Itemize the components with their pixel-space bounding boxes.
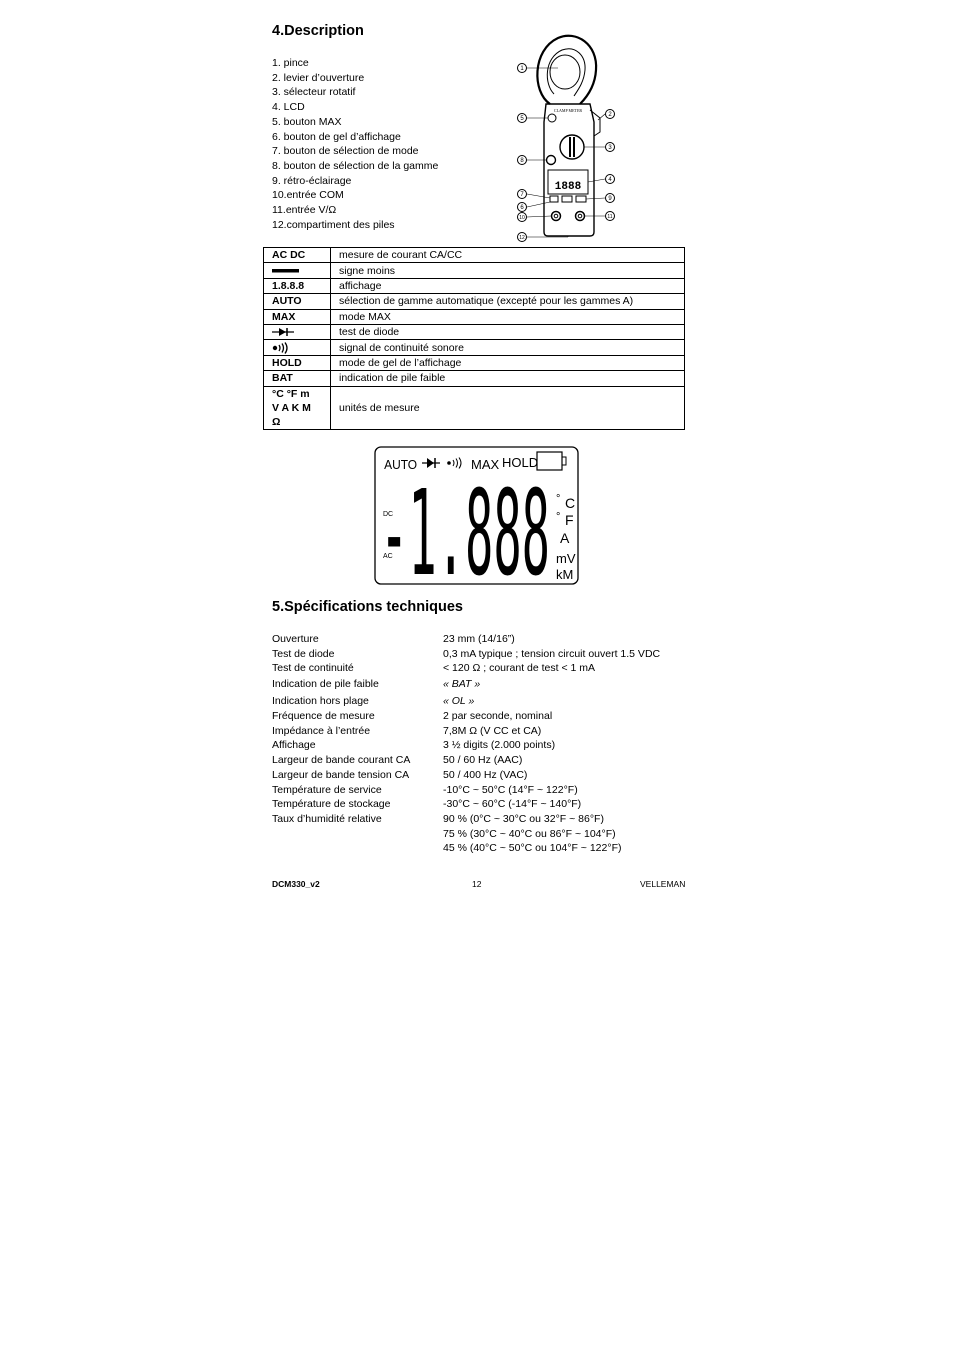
spec-value: 2 par seconde, nominal: [443, 710, 553, 723]
list-item: 1. pince: [272, 57, 309, 69]
lcd-ac-label: AC: [383, 553, 393, 560]
symbol-key-line: V A K M: [272, 401, 311, 414]
callout-label: 3: [608, 145, 612, 152]
spec-value: « OL »: [443, 694, 475, 707]
symbol-key-line: °C °F m: [272, 387, 310, 400]
minus-bar-icon: [272, 267, 300, 275]
symbol-key: MAX: [264, 309, 331, 324]
lcd-unit: A: [560, 530, 570, 546]
section-5-title: 5.Spécifications techniques: [272, 599, 463, 615]
lcd-unit: °: [556, 493, 561, 505]
specs-list: [272, 632, 660, 856]
spec-value: 75 % (30°C ~ 40°C ou 86°F ~ 104°F): [443, 827, 616, 840]
spec-value: 90 % (0°C ~ 30°C ou 32°F ~ 86°F): [443, 812, 604, 825]
spec-row: [272, 797, 660, 812]
list-item: 2. levier d’ouverture: [272, 71, 365, 84]
symbol-key: BAT: [264, 371, 331, 386]
spec-row: [272, 661, 660, 676]
lcd-unit: mV: [556, 551, 576, 566]
spec-row: [272, 676, 660, 693]
spec-row: [272, 647, 660, 662]
spec-label: Température de service: [272, 783, 382, 796]
spec-label: Test de diode: [272, 647, 335, 660]
spec-label: Largeur de bande tension CA: [272, 768, 410, 781]
diode-icon: [272, 327, 296, 337]
list-item: 6. bouton de gel d’affichage: [272, 130, 401, 143]
symbol-key-line: Ω: [272, 415, 281, 428]
spec-label: Taux d’humidité relative: [272, 812, 382, 825]
symbol-desc: signe moins: [331, 263, 685, 278]
spec-label: Ouverture: [272, 633, 319, 645]
callout-label: 6: [520, 205, 524, 212]
spec-label: [272, 841, 443, 856]
spec-row: [272, 768, 660, 783]
spec-label: Test de continuité: [272, 662, 354, 675]
diagram-lcd-text: 1888: [554, 181, 582, 193]
lcd-max-label: MAX: [471, 457, 500, 472]
spec-value: « BAT »: [443, 678, 481, 691]
table-row: [264, 248, 685, 263]
spec-value: 50 / 60 Hz (AAC): [443, 754, 523, 767]
footer-model: DCM330_v2: [272, 879, 320, 889]
spec-value: 7,8M Ω (V CC et CA): [443, 724, 542, 737]
symbol-desc: signal de continuité sonore: [331, 340, 685, 355]
list-item: 10.entrée COM: [272, 189, 344, 202]
symbol-key: [264, 324, 331, 339]
symbol-key: [264, 340, 331, 355]
table-row: [264, 278, 685, 293]
parts-list: [272, 56, 438, 232]
lcd-unit: °: [556, 511, 561, 523]
symbol-key: AC DC: [264, 248, 331, 263]
spec-value: 0,3 mA typique ; tension circuit ouvert 1.5 VDC: [443, 647, 661, 660]
callout-label: 4: [608, 177, 612, 184]
lcd-dc-label: DC: [383, 511, 394, 518]
spec-value: -30°C ~ 60°C (-14°F ~ 140°F): [443, 798, 582, 811]
spec-value: -10°C ~ 50°C (14°F ~ 122°F): [443, 783, 578, 796]
spec-row: [272, 753, 660, 768]
callout-label: 11: [607, 214, 613, 221]
section-4-title: 4.Description: [272, 23, 364, 39]
callout-label: 1: [520, 66, 524, 73]
lcd-unit: kM: [556, 567, 574, 582]
spec-row: [272, 709, 660, 724]
spec-row: [272, 632, 660, 647]
lcd-unit: F: [565, 512, 574, 528]
symbol-key: 1.8.8.8: [264, 278, 331, 293]
list-item: 5. bouton MAX: [272, 115, 342, 128]
symbol-key: [264, 263, 331, 278]
spec-row: [272, 783, 660, 798]
callout-label: 9: [608, 196, 612, 203]
symbol-desc: mode de gel de l’affichage: [331, 355, 685, 370]
spec-row: [272, 841, 660, 856]
lcd-hold-label: HOLD: [502, 455, 539, 470]
lcd-unit: C: [565, 495, 576, 511]
symbol-desc: indication de pile faible: [331, 371, 685, 386]
spec-label: Fréquence de mesure: [272, 710, 375, 723]
spec-label: Indication hors plage: [272, 694, 369, 707]
spec-label: Affichage: [272, 739, 316, 752]
callout-label: 2: [608, 112, 612, 119]
diagram-brand-text: CLAMP METER: [553, 108, 583, 113]
spec-row: [272, 827, 660, 842]
table-row: [264, 309, 685, 324]
spec-value: 50 / 400 Hz (VAC): [443, 768, 528, 781]
list-item: 7. bouton de sélection de mode: [272, 145, 419, 158]
lcd-auto-label: AUTO: [384, 457, 418, 473]
spec-label: [272, 827, 443, 842]
spec-row: [272, 724, 660, 739]
symbol-desc: sélection de gamme automatique (excepté pour les gammes A): [331, 294, 685, 309]
table-row: [264, 263, 685, 278]
symbol-desc: unités de mesure: [331, 386, 685, 429]
spec-row: [272, 738, 660, 753]
symbol-desc: mesure de courant CA/CC: [331, 248, 685, 263]
symbol-desc: affichage: [331, 278, 685, 293]
clamp-meter-diagram: [510, 32, 622, 244]
list-item: 12.compartiment des piles: [272, 218, 395, 231]
spec-label: Température de stockage: [272, 798, 391, 811]
table-row: [264, 355, 685, 370]
list-item: 8. bouton de sélection de la gamme: [272, 159, 439, 172]
footer-brand: VELLEMAN: [640, 879, 686, 889]
list-item: 9. rétro-éclairage: [272, 174, 352, 187]
list-item: 11.entrée V/Ω: [272, 204, 337, 217]
callout-label: 12: [519, 235, 525, 242]
spec-row: [272, 693, 660, 710]
list-item: 3. sélecteur rotatif: [272, 86, 356, 99]
list-item: 4. LCD: [272, 101, 305, 114]
spec-label: Impédance à l’entrée: [272, 724, 371, 737]
symbol-key: HOLD: [264, 355, 331, 370]
symbol-desc: test de diode: [331, 324, 685, 339]
spec-row: [272, 812, 660, 827]
table-row: [264, 371, 685, 386]
table-row: [264, 340, 685, 355]
symbol-key: [264, 386, 331, 429]
lcd-display-illustration: [374, 446, 580, 586]
spec-value: < 120 Ω ; courant de test < 1 mA: [443, 662, 596, 675]
symbol-desc: mode MAX: [331, 309, 685, 324]
lcd-units: [556, 493, 576, 582]
callout-label: 7: [520, 192, 524, 199]
spec-value: 23 mm (14/16”): [443, 633, 515, 645]
table-row: [264, 294, 685, 309]
spec-value: 3 ½ digits (2.000 points): [443, 739, 556, 752]
callout-label: 5: [520, 116, 524, 123]
symbol-key: AUTO: [264, 294, 331, 309]
table-row: [264, 386, 685, 429]
spec-label: Indication de pile faible: [272, 678, 379, 691]
callout-label: 10: [519, 215, 525, 222]
table-row: [264, 324, 685, 339]
callout-label: 8: [520, 158, 524, 165]
continuity-icon: [272, 342, 292, 354]
spec-value: 45 % (40°C ~ 50°C ou 104°F ~ 122°F): [443, 842, 622, 855]
footer-page-number: 12: [472, 879, 482, 889]
spec-label: Largeur de bande courant CA: [272, 754, 411, 767]
symbols-table: [263, 247, 685, 430]
lcd-digits: -1.888: [380, 464, 550, 586]
